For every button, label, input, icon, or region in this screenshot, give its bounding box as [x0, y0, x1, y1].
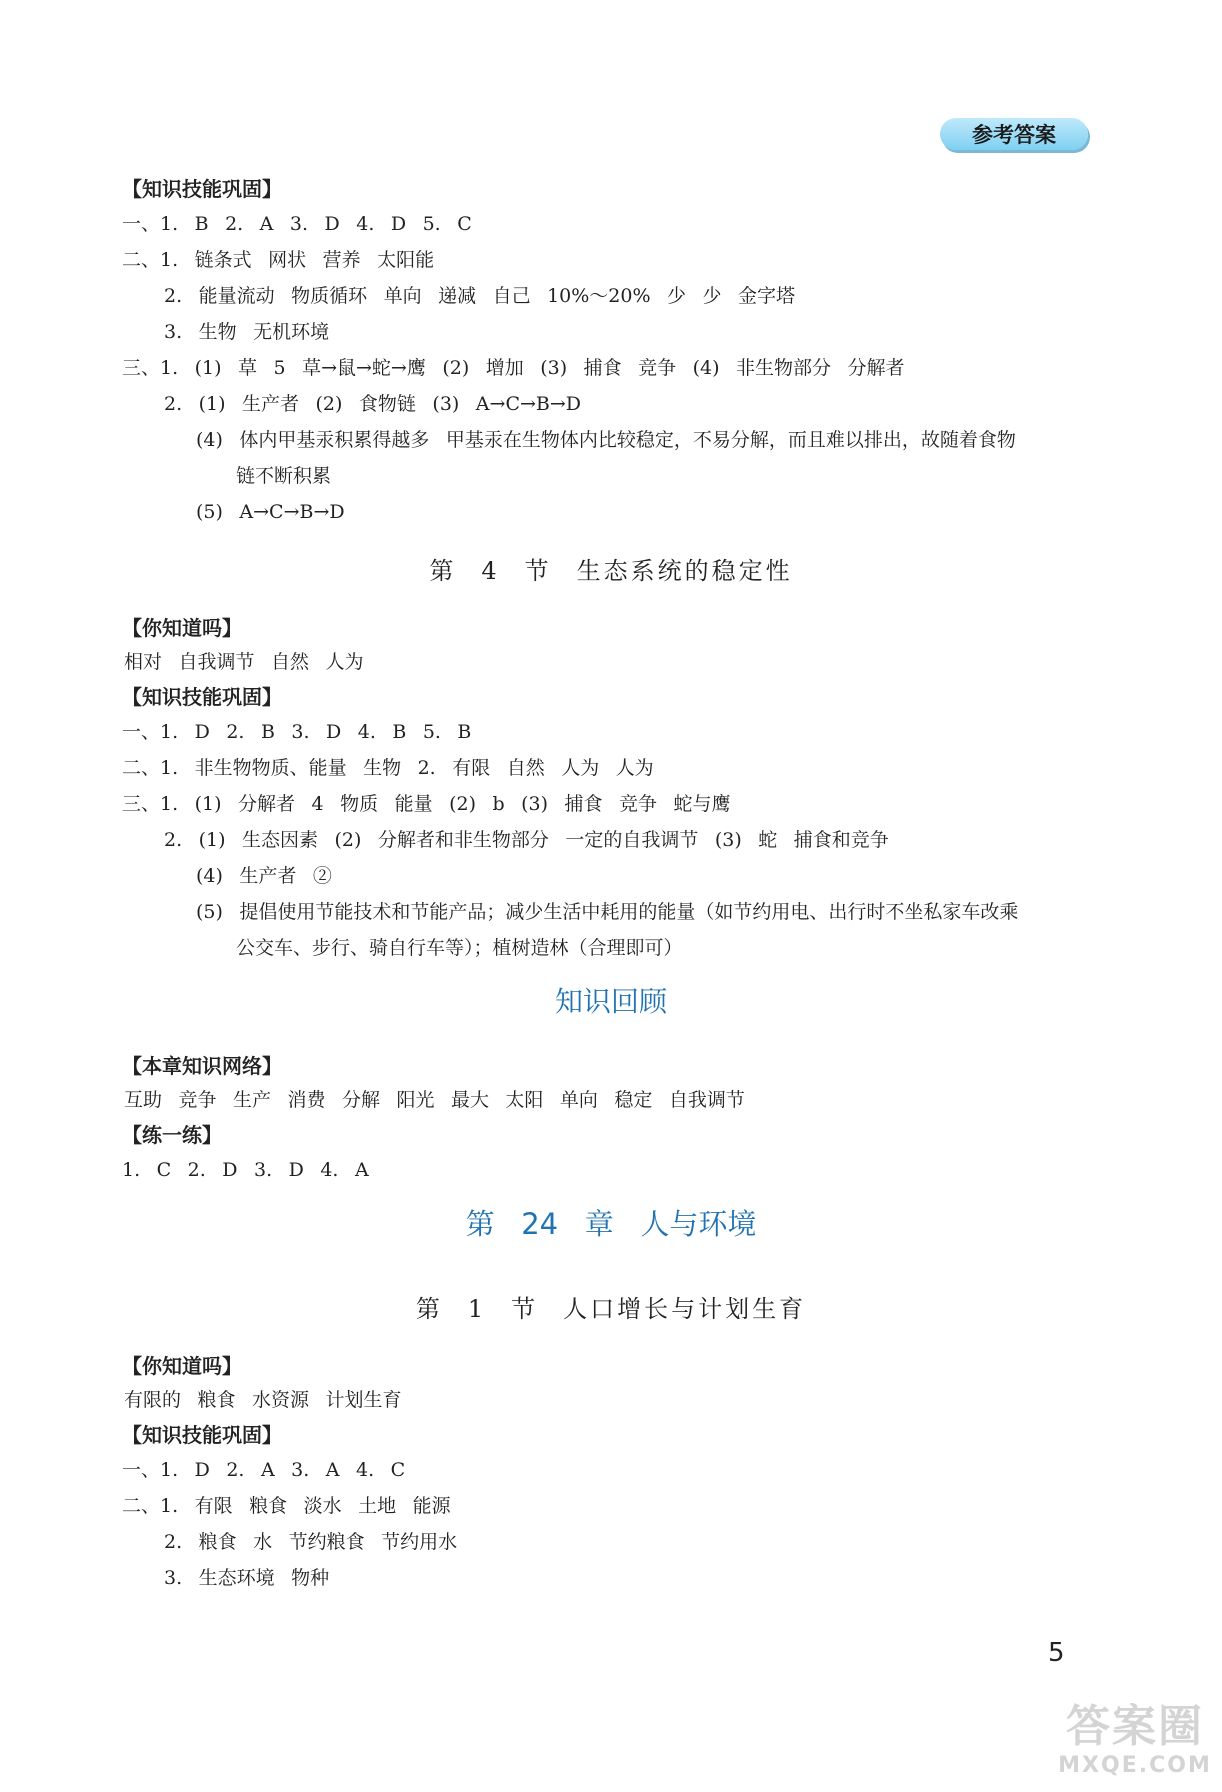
answer-line: 相对 自我调节 自然 人为 — [124, 651, 364, 673]
page-number: 5 — [1048, 1638, 1065, 1668]
answer-line: 2. (1) 生产者 (2) 食物链 (3) A→C→B→D — [164, 393, 582, 415]
answer-line: 一、1. D 2. A 3. A 4. C — [122, 1459, 406, 1481]
answer-line: 互助 竞争 生产 消费 分解 阳光 最大 太阳 单向 稳定 自我调节 — [124, 1089, 745, 1111]
answer-line: 2. 粮食 水 节约粮食 节约用水 — [164, 1531, 458, 1553]
watermark-text: 答案圈 — [1066, 1701, 1204, 1752]
section-title: 第 4 节 生态系统的稳定性 — [429, 557, 793, 586]
answer-line: (4) 体内甲基汞积累得越多 甲基汞在生物体内比较稳定，不易分解，而且难以排出，故随着食物 — [196, 429, 1016, 451]
answer-line: 2. (1) 生态因素 (2) 分解者和非生物部分 一定的自我调节 (3) 蛇 捕食和竞争 — [164, 829, 889, 851]
answer-line: 3. 生态环境 物种 — [164, 1567, 330, 1589]
answer-line: 二、1. 有限 粮食 淡水 土地 能源 — [122, 1495, 451, 1517]
answer-line: 三、1. (1) 分解者 4 物质 能量 (2) b (3) 捕食 竞争 蛇与鹰 — [122, 793, 731, 815]
answer-line: 公交车、步行、骑自行车等）；植树造林（合理即可） — [236, 937, 683, 959]
answer-line: 一、1. D 2. B 3. D 4. B 5. B — [122, 721, 472, 743]
answer-line: 有限的 粮食 水资源 计划生育 — [124, 1389, 402, 1411]
answer-line: 一、1. B 2. A 3. D 4. D 5. C — [122, 213, 472, 235]
answer-line: (5) 提倡使用节能技术和节能产品；减少生活中耗用的能量（如节约用电、出行时不坐私家车改乘 — [196, 901, 1019, 923]
answer-line: 3. 生物 无机环境 — [164, 321, 330, 343]
section-heading: 【本章知识网络】 — [122, 1054, 282, 1078]
answer-line: 链不断积累 — [236, 465, 332, 487]
watermark-logo — [1048, 1700, 1222, 1792]
answer-line: 二、1. 链条式 网状 营养 太阳能 — [122, 249, 435, 271]
chapter-title: 知识回顾 — [554, 985, 667, 1019]
chapter-title: 第 24 章 人与环境 — [465, 1206, 757, 1241]
answer-line: 三、1. (1) 草 5 草→鼠→蛇→鹰 (2) 增加 (3) 捕食 竞争 (4) 非生物部分 分解者 — [122, 357, 905, 379]
answer-line: 1. C 2. D 3. D 4. A — [122, 1159, 369, 1181]
section-heading: 【知识技能巩固】 — [122, 685, 282, 709]
answer-line: (4) 生产者 ② — [196, 865, 332, 887]
answer-line: 二、1. 非生物物质、能量 生物 2. 有限 自然 人为 人为 — [122, 757, 654, 779]
section-heading: 【知识技能巩固】 — [122, 1423, 282, 1447]
section-heading: 【你知道吗】 — [122, 1354, 242, 1378]
section-heading: 【练一练】 — [122, 1123, 222, 1147]
section-heading: 【知识技能巩固】 — [122, 177, 282, 201]
answer-line: (5) A→C→B→D — [196, 501, 345, 523]
section-title: 第 1 节 人口增长与计划生育 — [415, 1295, 807, 1324]
reference-answer-badge: 参考答案 — [940, 118, 1088, 150]
answer-line: 2. 能量流动 物质循环 单向 递减 自己 10%～20% 少 少 金字塔 — [164, 285, 795, 307]
section-heading: 【你知道吗】 — [122, 616, 242, 640]
watermark-url: MXQE.COM — [1058, 1753, 1212, 1778]
